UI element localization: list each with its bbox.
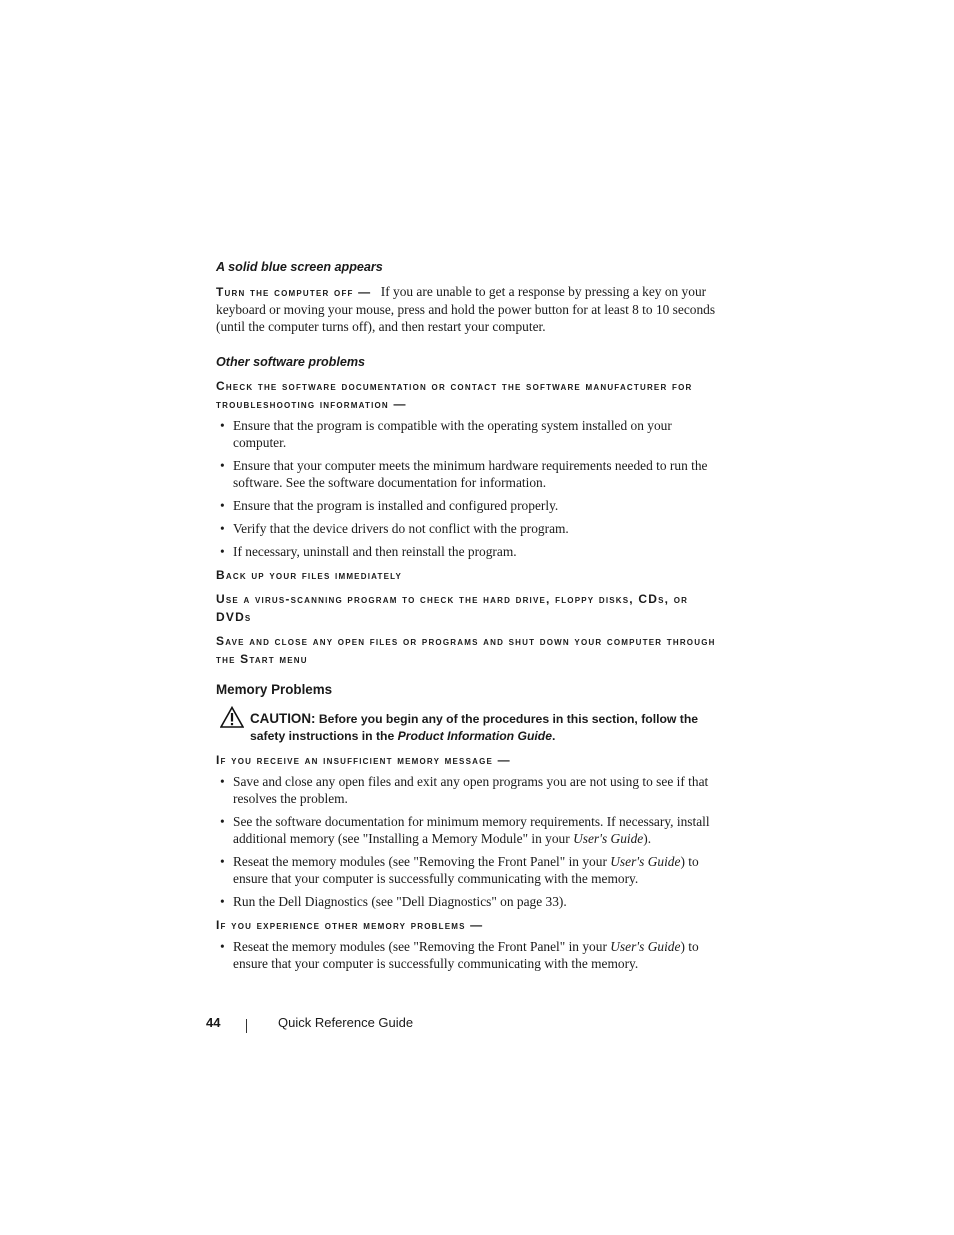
action-heading-insufficient-memory: If you receive an insufficient memory message — (216, 753, 511, 767)
caution-notice (216, 710, 716, 745)
caution-doc-title: Product Information Guide (397, 729, 553, 743)
users-guide-ref: User's Guide (610, 939, 681, 954)
caution-text: Before you begin any of the procedures in this section, follow the safety instructions in the (250, 712, 699, 743)
users-guide-ref: User's Guide (610, 854, 681, 869)
action-heading-virus-scan: Use a virus-scanning program to check the hard drive, floppy disks, CDs, or DVDs (216, 592, 689, 624)
paragraph-turn-off (216, 283, 716, 335)
list-item (216, 773, 716, 807)
list-item: • Ensure that the program is installed and configured properly. (216, 497, 716, 514)
bullet-list-software (216, 417, 716, 560)
list-item (216, 893, 716, 910)
list-item (216, 813, 716, 847)
list-item-text-end: ) to ensure that your computer is successfully communicating with the memory. (233, 854, 699, 886)
list-item-text-end: ) to ensure that your computer is successfully communicating with the memory. (233, 939, 699, 971)
action-heading-turn-off: Turn the computer off — (216, 285, 372, 299)
section-title-other-software: Other software problems (216, 355, 366, 369)
action-heading-other-memory: If you experience other memory problems — (216, 918, 484, 932)
bullet-list-insufficient-memory (216, 773, 716, 910)
bullet-list-other-memory (216, 938, 716, 972)
caution-end: . (552, 729, 556, 743)
list-item-text: See the software documentation for minimum memory requirements. If necessary, install additional memory (see "Installing a Memory Module" in your (233, 814, 710, 846)
list-item: • Verify that the device drivers do not conflict with the program. (216, 520, 716, 537)
list-item-text: Save and close any open files and exit any open programs you are not using to see if that resolves the problem. (233, 774, 709, 806)
action-heading-backup: Back up your files immediately (216, 568, 403, 582)
caution-label: CAUTION: (250, 711, 316, 726)
list-item: • Ensure that your computer meets the minimum hardware requirements needed to run the software. See the software documentation for information. (216, 457, 716, 491)
list-item: • Ensure that the program is compatible with the operating system installed on your computer. (216, 417, 716, 451)
list-item (216, 853, 716, 887)
page-number: 44 (206, 1015, 221, 1030)
list-item-text-end: ). (643, 831, 652, 846)
section-title-solid-blue-screen: A solid blue screen appears (216, 260, 383, 274)
section-title-memory-problems: Memory Problems (216, 682, 333, 697)
footer-guide-title: Quick Reference Guide (278, 1015, 414, 1030)
action-heading-save-close: Save and close any open files or programs and shut down your computer through the Start menu (216, 634, 716, 666)
list-item-text: Run the Dell Diagnostics (see "Dell Diagnostics" on page 33). (233, 894, 567, 909)
footer-divider (246, 1019, 247, 1033)
list-item (216, 938, 716, 972)
list-item: • If necessary, uninstall and then reinstall the program. (216, 543, 716, 560)
list-item-text: Reseat the memory modules (see "Removing the Front Panel" in your (233, 939, 611, 954)
action-heading-check-docs: Check the software documentation or contact the software manufacturer for troubleshooting information — (216, 379, 693, 411)
action-text-turn-off: If you are unable to get a response by pressing a key on your keyboard or moving your mouse, press and hold the power button for at least 8 to 10 seconds (until the computer turns off), and then restart your computer. (216, 284, 716, 334)
users-guide-ref: User's Guide (573, 831, 644, 846)
warning-triangle-icon (220, 706, 244, 728)
page-content (216, 258, 716, 978)
list-item-text: Reseat the memory modules (see "Removing the Front Panel" in your (233, 854, 611, 869)
